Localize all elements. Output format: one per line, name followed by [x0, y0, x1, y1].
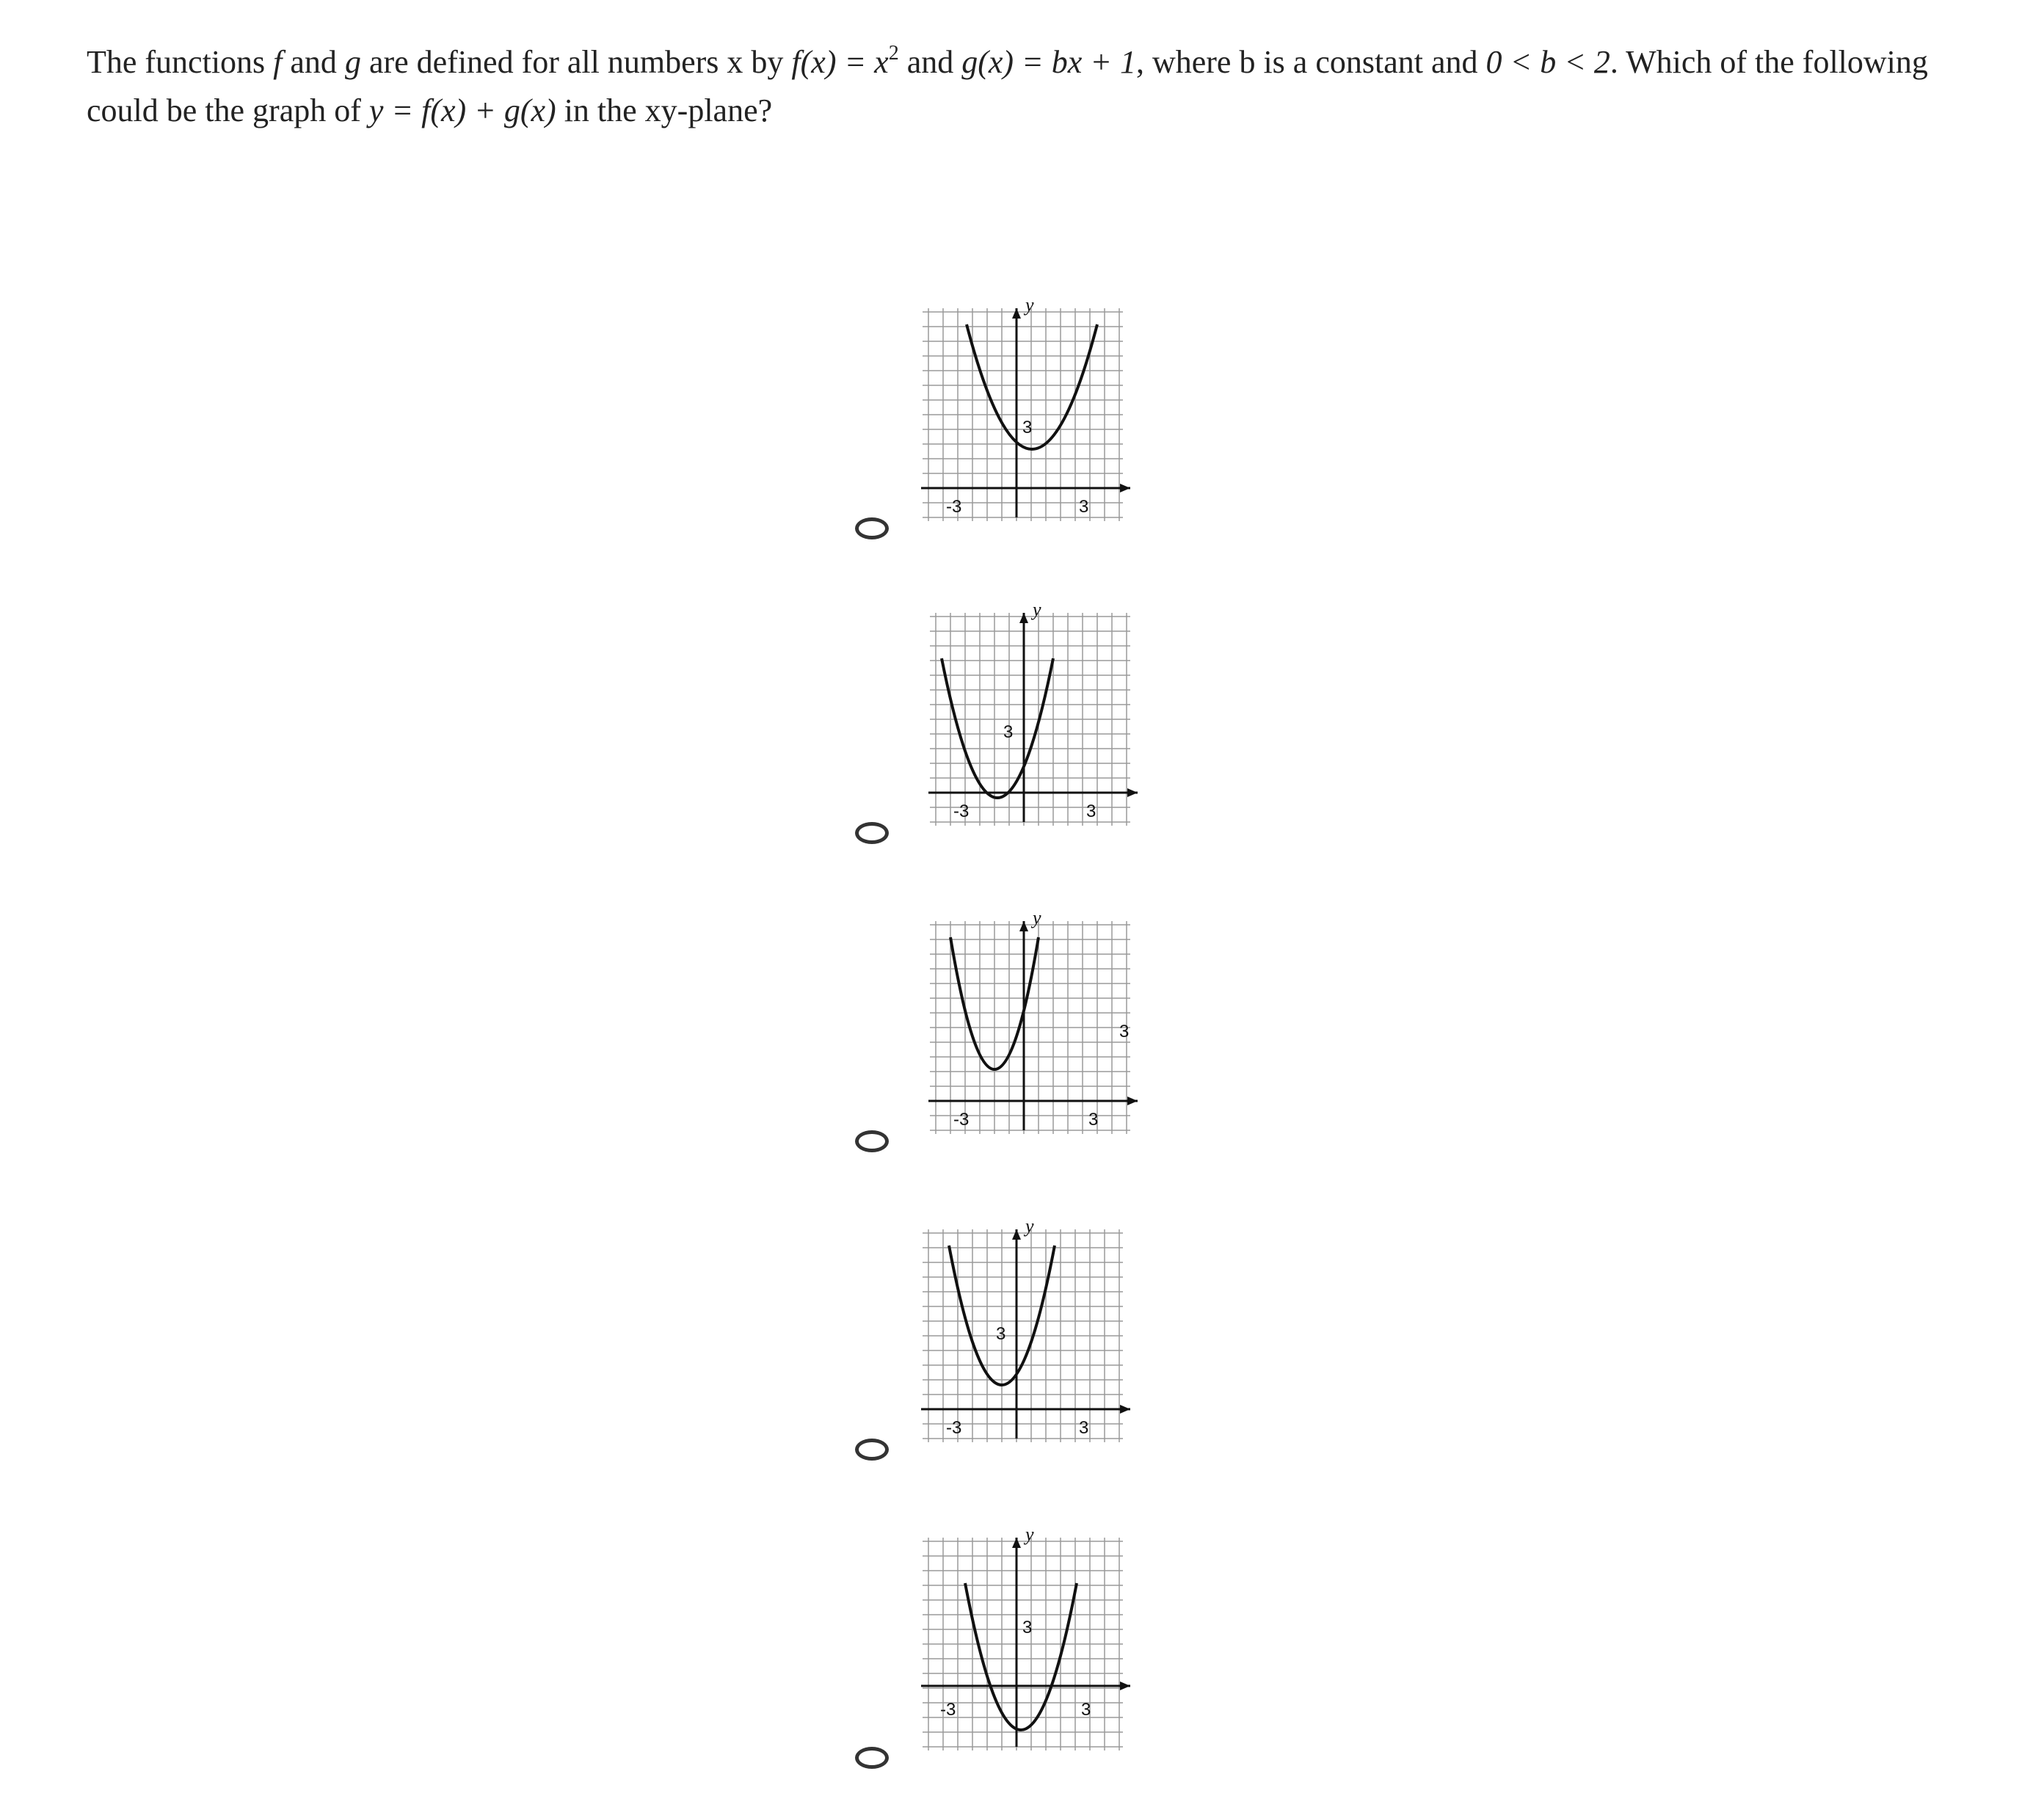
y-axis-arrow: [1019, 921, 1028, 931]
y-axis-label: y: [1025, 1524, 1034, 1545]
graph-a: [914, 294, 1134, 528]
question-segment: . Which of the following could be the graph of: [87, 44, 1928, 128]
tick-label-y-3: 3: [996, 1324, 1006, 1344]
tick-label-x-3: 3: [1081, 1700, 1091, 1720]
x-axis-arrow: [1120, 1405, 1130, 1414]
y-axis-label: y: [1033, 907, 1041, 928]
tick-label-x-neg3: -3: [953, 801, 970, 821]
y-axis-arrow: [1012, 308, 1021, 319]
graph-d: [914, 1215, 1134, 1450]
g-definition: g(x) = bx + 1: [961, 44, 1136, 80]
tick-label-x-3: 3: [1079, 1418, 1089, 1438]
tick-label-x-neg3: -3: [946, 1418, 962, 1438]
question-segment: and: [282, 44, 345, 80]
tick-label-y-3: 3: [1022, 1618, 1033, 1637]
answer-option-a[interactable]: [855, 294, 1149, 536]
question-segment: and: [898, 44, 962, 80]
question-segment: are defined for all numbers x by: [360, 44, 792, 80]
parabola-curve: [965, 1583, 1077, 1730]
radio-button-c[interactable]: [855, 1130, 889, 1152]
tick-label-x-3: 3: [1088, 1110, 1099, 1130]
radio-button-e[interactable]: [855, 1747, 889, 1769]
answer-option-b[interactable]: [855, 598, 1149, 840]
tick-label-x-3: 3: [1086, 801, 1096, 821]
radio-button-a[interactable]: [855, 517, 889, 539]
y-axis-label: y: [1025, 1215, 1034, 1237]
tick-label-x-neg3: -3: [940, 1700, 956, 1720]
y-axis-label: y: [1025, 294, 1034, 316]
question-segment: The functions: [87, 44, 274, 80]
question-segment: , where b is a constant and: [1135, 44, 1486, 80]
tick-label-x-3: 3: [1079, 497, 1089, 517]
y-equation: y = f(x) + g(x): [368, 92, 556, 128]
tick-label-x-neg3: -3: [946, 497, 962, 517]
x-axis-arrow: [1127, 1097, 1138, 1105]
tick-label-x-neg3: -3: [953, 1110, 970, 1130]
parabola-curve: [942, 658, 1053, 798]
y-axis-arrow: [1012, 1538, 1021, 1548]
tick-label-y-3: 3: [1022, 418, 1033, 437]
radio-button-b[interactable]: [855, 822, 889, 844]
b-constraint: 0 < b < 2: [1485, 44, 1610, 80]
question-text: [87, 38, 1965, 135]
question-segment: in the xy-plane?: [556, 92, 773, 128]
answer-option-c[interactable]: [855, 906, 1149, 1149]
x-axis-arrow: [1127, 788, 1138, 797]
y-axis-arrow: [1019, 613, 1028, 623]
tick-label-y-3: 3: [1003, 722, 1014, 742]
answer-option-d[interactable]: [855, 1215, 1149, 1457]
exponent: 2: [888, 42, 899, 65]
tick-label-y-3: 3: [1119, 1022, 1130, 1041]
graph-e: [914, 1523, 1134, 1758]
x-axis-arrow: [1120, 484, 1130, 492]
function-g: g: [344, 44, 361, 80]
radio-button-d[interactable]: [855, 1439, 889, 1461]
x-axis-arrow: [1120, 1681, 1130, 1690]
y-axis-arrow: [1012, 1229, 1021, 1240]
f-definition: f(x) = x: [791, 44, 889, 80]
graph-c: [921, 906, 1141, 1141]
graph-b: [921, 598, 1141, 833]
answer-option-e[interactable]: [855, 1523, 1149, 1765]
y-axis-label: y: [1033, 599, 1041, 620]
function-f: f: [273, 44, 283, 80]
